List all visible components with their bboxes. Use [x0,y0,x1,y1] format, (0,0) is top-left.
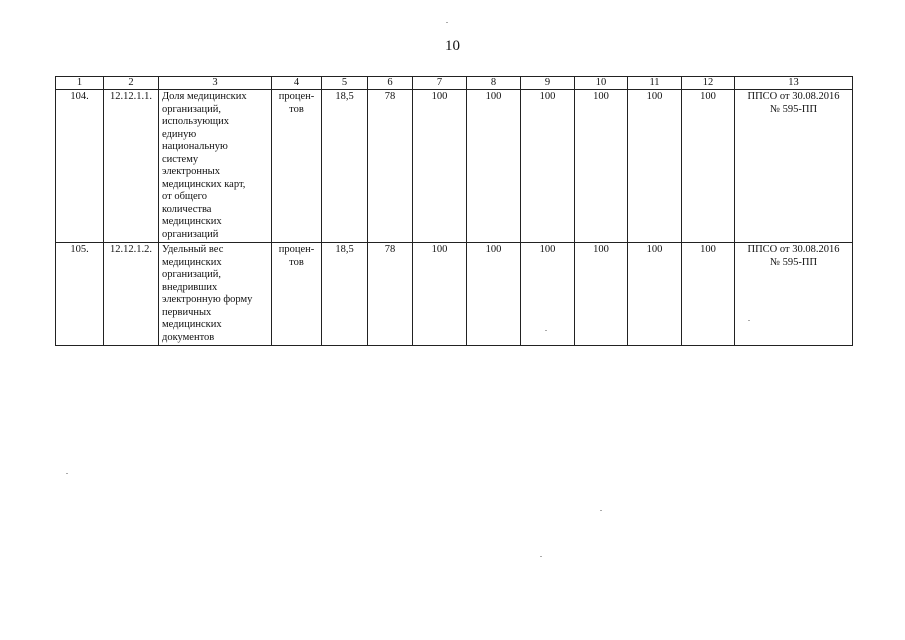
value-col-8: 100 [467,243,521,346]
value-col-8: 100 [467,90,521,243]
value-col-5: 18,5 [322,90,368,243]
column-header: 11 [628,77,682,90]
column-header: 4 [272,77,322,90]
value-col-7: 100 [413,90,467,243]
value-col-11: 100 [628,90,682,243]
column-header: 5 [322,77,368,90]
value-col-10: 100 [575,90,628,243]
value-col-10: 100 [575,243,628,346]
source-document: ППСО от 30.08.2016 № 595-ПП [735,243,853,346]
column-header: 13 [735,77,853,90]
value-col-9: 100 [521,90,575,243]
value-col-12: 100 [682,90,735,243]
value-col-5: 18,5 [322,243,368,346]
table-row [56,90,853,243]
page-number: 10 [445,38,460,54]
value-col-6: 78 [368,90,413,243]
scan-speck [600,510,602,511]
value-col-12: 100 [682,243,735,346]
indicator-code: 12.12.1.2. [104,243,159,346]
column-header: 12 [682,77,735,90]
indicator-table [55,76,853,346]
indicator-name: Доля медицинских организаций, использующих единую национальную систему электронных медицинских карт, от общего количества медицинских организаций [159,90,272,243]
source-document: ППСО от 30.08.2016 № 595-ПП [735,90,853,243]
column-header: 9 [521,77,575,90]
column-number-row [56,77,853,90]
column-header: 2 [104,77,159,90]
row-number: 104. [56,90,104,243]
column-header: 7 [413,77,467,90]
table-row [56,243,853,346]
scan-speck [748,320,750,321]
value-col-9: 100 [521,243,575,346]
value-col-7: 100 [413,243,467,346]
scan-speck [540,556,542,557]
scan-speck [446,22,448,23]
row-number: 105. [56,243,104,346]
value-col-6: 78 [368,243,413,346]
value-col-11: 100 [628,243,682,346]
indicator-code: 12.12.1.1. [104,90,159,243]
column-header: 8 [467,77,521,90]
unit: процен- тов [272,90,322,243]
column-header: 1 [56,77,104,90]
scan-speck [66,473,68,474]
unit: процен- тов [272,243,322,346]
column-header: 3 [159,77,272,90]
column-header: 6 [368,77,413,90]
column-header: 10 [575,77,628,90]
scan-speck [545,330,547,331]
indicator-name: Удельный вес медицинских организаций, внедривших электронную форму первичных медицинских документов [159,243,272,346]
